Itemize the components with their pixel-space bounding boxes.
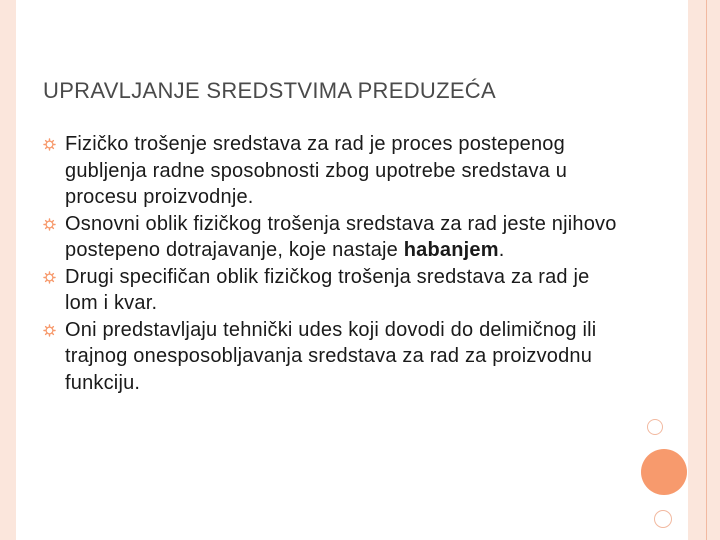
bullet-item-1 [43,131,623,211]
bullet-item-4 [43,317,623,397]
bullet-text-2-after: . [498,239,505,261]
bullet-item-3 [43,264,623,317]
bullet-text-1: Fizičko trošenje sredstava za rad je proces postepenog gubljenja radne sposobnosti zbog upotrebe sredstava u procesu proizvodnje. [65,133,568,208]
decorative-small-circle [647,419,663,435]
sun-flower-icon [43,218,56,231]
sun-flower-icon [43,324,56,337]
sun-flower-icon [43,271,56,284]
bullet-text-3: Drugi specifičan oblik fizičkog trošenja sredstava za rad je lom i kvar. [65,265,590,314]
bullet-item-2 [43,211,623,264]
sun-flower-icon [43,138,56,151]
bullet-text-2-before: Osnovni oblik fizičkog trošenja sredstava za rad jeste njihovo postepeno dotrajavanje, koje nastaje [65,212,617,261]
bullet-text-4: Oni predstavljaju tehnički udes koji dovodi do delimičnog ili trajnog onesposobljavanja sredstava za rad za proizvodnu funkciju. [65,318,597,394]
slide-title: UPRAVLJANJE SREDSTVIMA PREDUZEĆA [43,78,496,103]
bullet-text-2-bold: habanjem [403,239,499,261]
decorative-vertical-line [706,0,707,540]
decorative-bottom-circle [654,510,672,528]
bullet-list [43,131,623,396]
decorative-large-circle [641,449,687,495]
